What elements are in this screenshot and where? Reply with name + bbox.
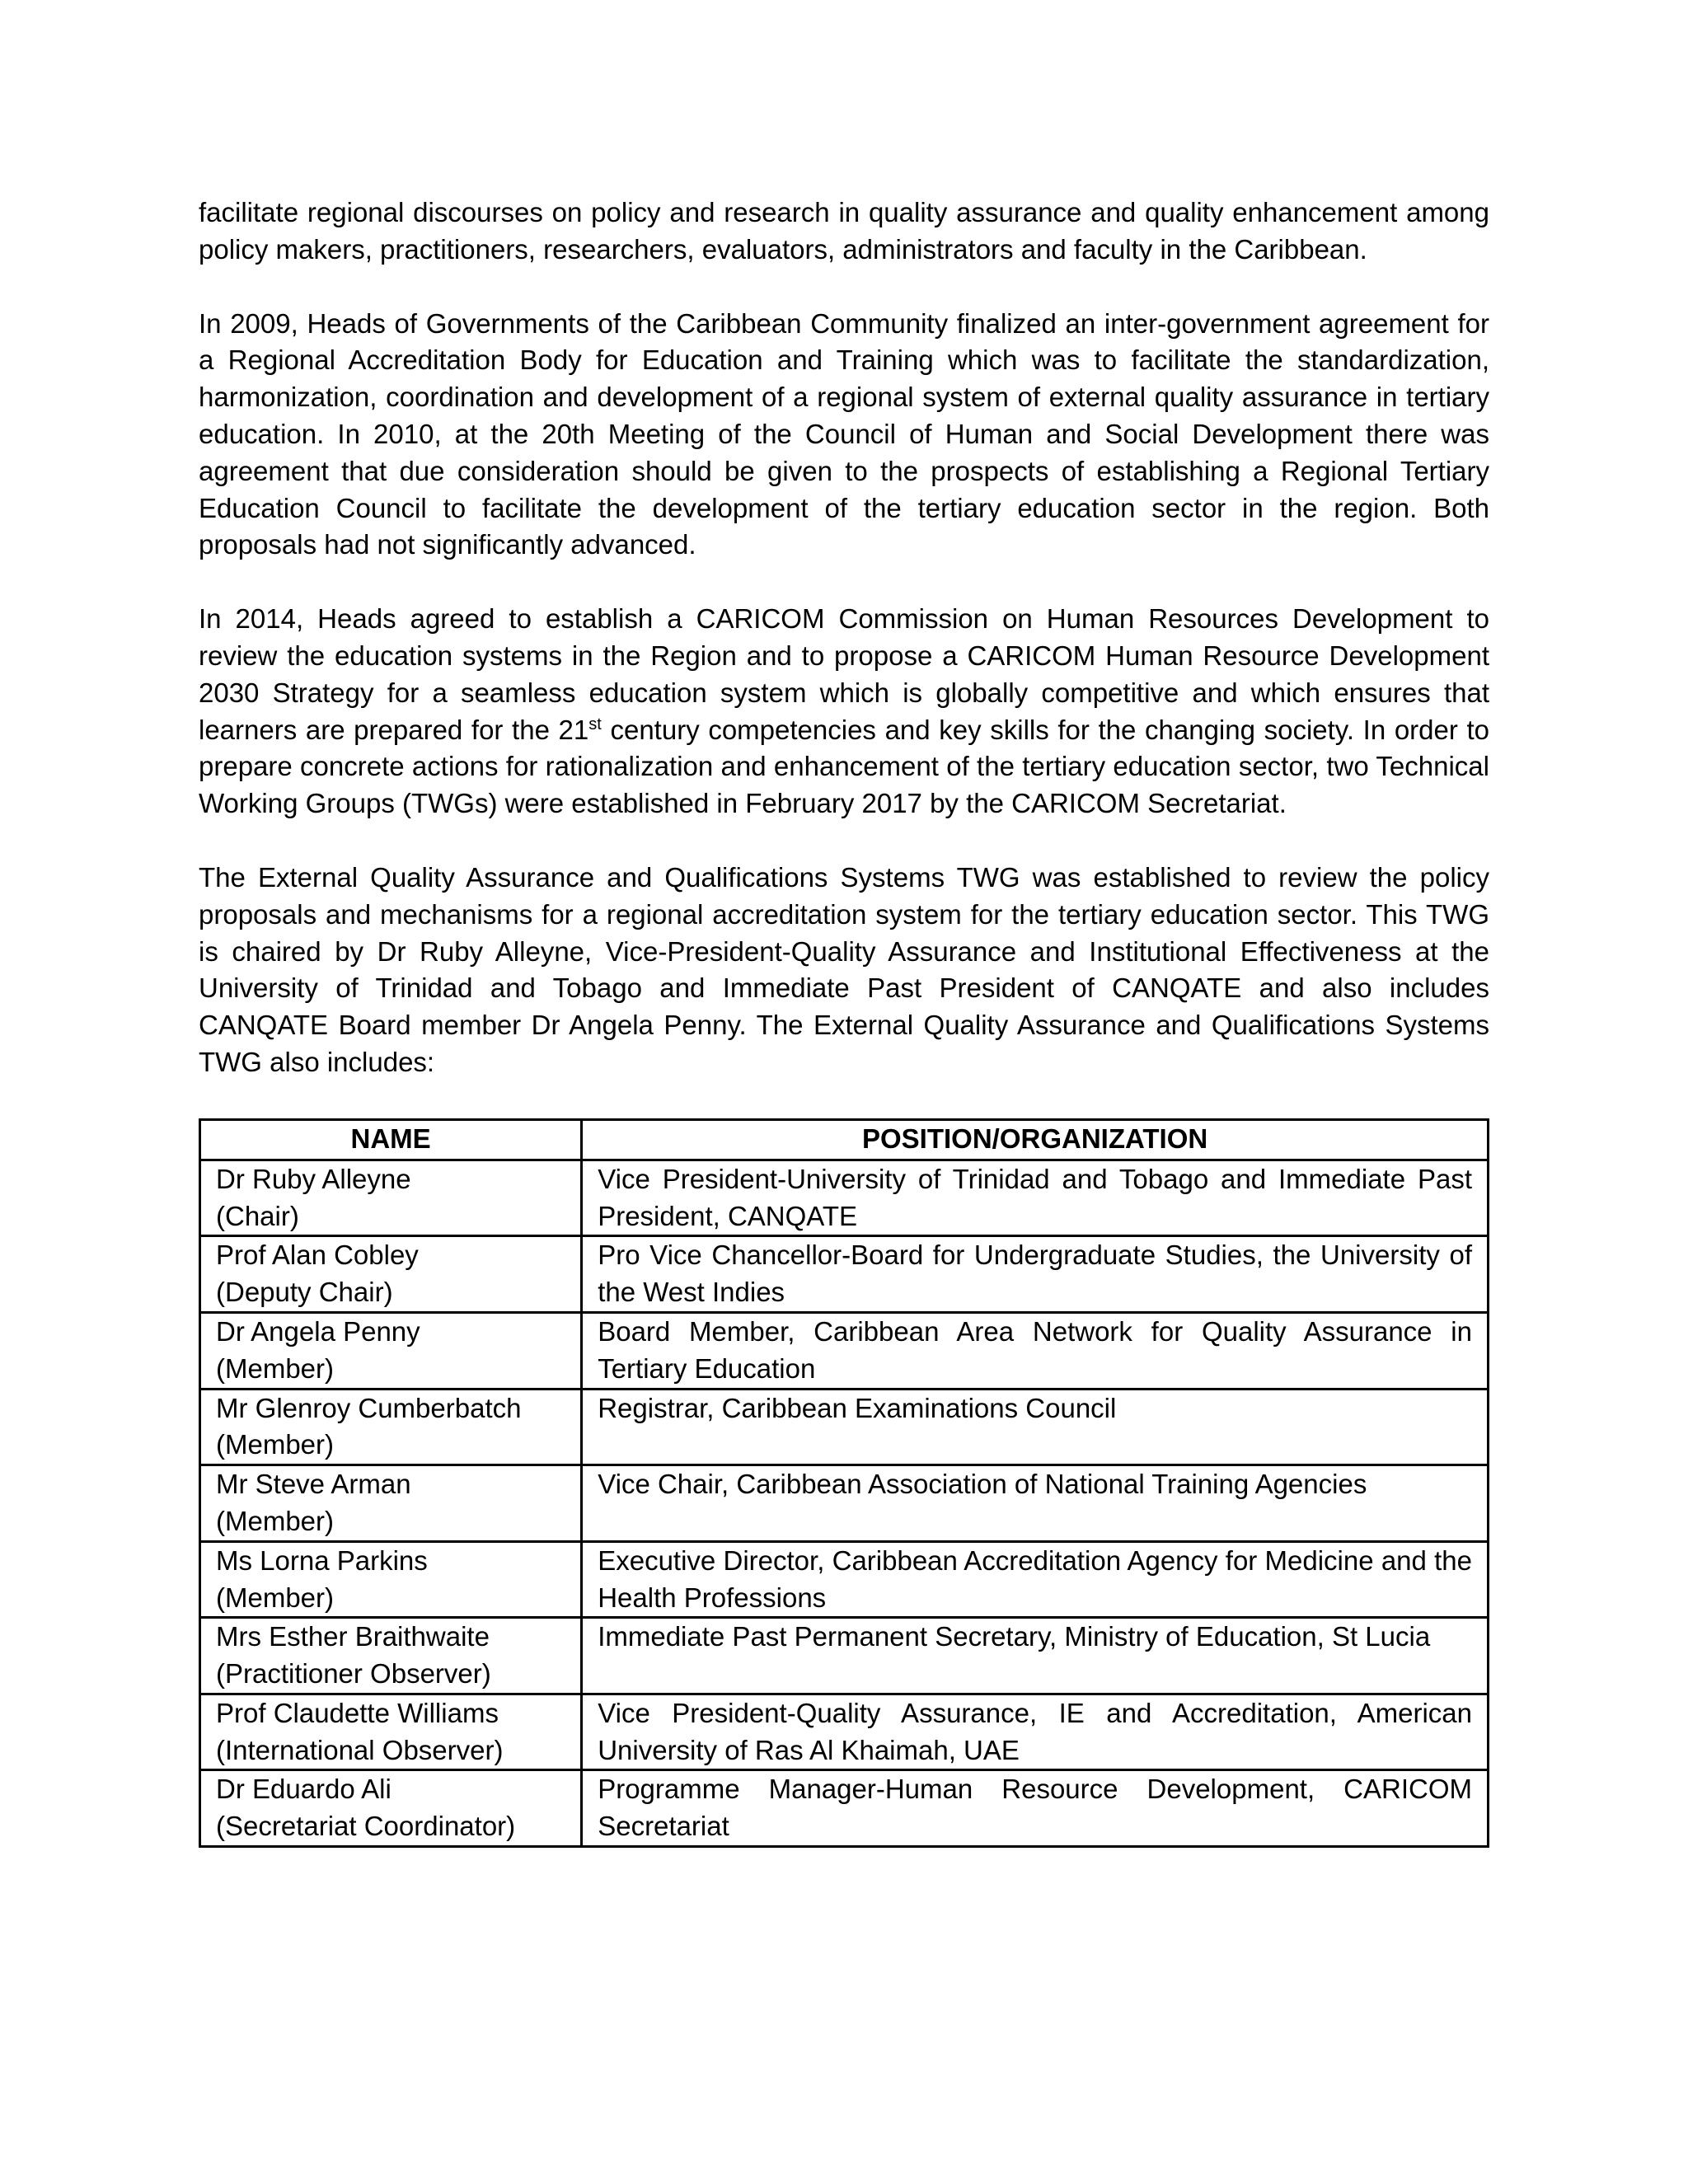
name-cell: [200, 1541, 582, 1618]
member-name: Dr Eduardo Ali: [216, 1774, 392, 1805]
member-name: Mr Glenroy Cumberbatch: [216, 1392, 522, 1423]
table-header-row: [200, 1119, 1489, 1160]
name-cell: [200, 1618, 582, 1694]
position-cell: Board Member, Caribbean Area Network for Quality Assurance in Tertiary Education: [582, 1312, 1489, 1389]
member-name: Prof Claudette Williams: [216, 1697, 499, 1728]
position-cell: Programme Manager-Human Resource Development, CARICOM Secretariat: [582, 1770, 1489, 1847]
position-cell: Vice President-Quality Assurance, IE and Accreditation, American University of Ras Al Khaimah, UAE: [582, 1694, 1489, 1770]
position-cell: Vice President-University of Trinidad and Tobago and Immediate Past President, CANQATE: [582, 1160, 1489, 1236]
position-cell: Immediate Past Permanent Secretary, Ministry of Education, St Lucia: [582, 1618, 1489, 1694]
paragraph-2014: [199, 601, 1489, 823]
position-cell: Registrar, Caribbean Examinations Council: [582, 1389, 1489, 1465]
member-role: (Practitioner Observer): [216, 1658, 491, 1690]
member-name: Dr Ruby Alleyne: [216, 1163, 411, 1194]
name-cell: [200, 1465, 582, 1542]
paragraph-2014-text-a: In 2014, Heads agreed to establish a CARICOM Commission on Human Resources Development to review the education systems in the Region and to propose a CARICOM Human Resource Development 2030 Strategy for a seamless education system which is globally competitive and which ensures that learners are prepared for the 21: [199, 603, 1489, 745]
member-role: (Member): [216, 1429, 335, 1460]
member-name: Prof Alan Cobley: [216, 1240, 419, 1271]
member-role: (International Observer): [216, 1734, 504, 1765]
table-row: [200, 1465, 1489, 1542]
paragraph-twg: The External Quality Assurance and Qualifications Systems TWG was established to review the policy proposals and mechanisms for a regional accreditation system for the tertiary education sector. This TWG is chaired by Dr Ruby Alleyne, Vice-President-Quality Assurance and Institutional Effectiveness at the University of Trinidad and Tobago and Immediate Past President of CANQATE and also includes CANQATE Board member Dr Angela Penny. The External Quality Assurance and Qualifications Systems TWG also includes:: [199, 861, 1489, 1077]
table-row: [200, 1541, 1489, 1618]
position-cell: Executive Director, Caribbean Accreditation Agency for Medicine and the Health Professions: [582, 1541, 1489, 1618]
member-name: Mrs Esther Braithwaite: [216, 1621, 490, 1652]
member-role: (Chair): [216, 1200, 299, 1231]
member-name: Dr Angela Penny: [216, 1315, 420, 1347]
document-page: [199, 194, 1489, 1848]
paragraph-intro: facilitate regional discourses on policy and research in quality assurance and quality enhancement among policy makers, practitioners, researchers, evaluators, administrators and faculty in the Caribbean.: [199, 197, 1489, 265]
member-role: (Member): [216, 1352, 335, 1384]
member-role: (Deputy Chair): [216, 1277, 393, 1308]
name-cell: [200, 1312, 582, 1389]
member-name: Mr Steve Arman: [216, 1469, 411, 1500]
member-role: (Member): [216, 1505, 335, 1536]
name-cell: [200, 1236, 582, 1313]
table-row: [200, 1770, 1489, 1847]
member-name: Ms Lorna Parkins: [216, 1544, 428, 1576]
name-cell: [200, 1389, 582, 1465]
header-name: NAME: [200, 1119, 582, 1160]
name-cell: [200, 1694, 582, 1770]
name-cell: [200, 1160, 582, 1236]
twg-members-table: [199, 1118, 1489, 1848]
table-row: [200, 1160, 1489, 1236]
table-row: [200, 1236, 1489, 1313]
paragraph-2009: In 2009, Heads of Governments of the Caribbean Community finalized an inter-government agreement for a Regional Accreditation Body for Education and Training which was to facilitate the standardization, harmonization, coordination and development of a regional system of external quality assurance in tertiary education. In 2010, at the 20th Meeting of the Council of Human and Social Development there was agreement that due consideration should be given to the prospects of establishing a Regional Tertiary Education Council to facilitate the development of the tertiary education sector in the region. Both proposals had not significantly advanced.: [199, 307, 1489, 560]
superscript-st: st: [588, 715, 602, 733]
header-position: POSITION/ORGANIZATION: [582, 1119, 1489, 1160]
table-row: [200, 1618, 1489, 1694]
table-row: [200, 1312, 1489, 1389]
member-role: (Secretariat Coordinator): [216, 1811, 516, 1842]
paragraph-2014-text-b: century competencies and key skills for the changing society. In order to prepare concrete actions for rationalization and enhancement of the tertiary education sector, two Technical Working Groups (TWGs) were established in February 2017 by the CARICOM Secretariat.: [199, 714, 1490, 819]
table-row: [200, 1694, 1489, 1770]
name-cell: [200, 1770, 582, 1847]
member-role: (Member): [216, 1582, 335, 1613]
position-cell: Vice Chair, Caribbean Association of National Training Agencies: [582, 1465, 1489, 1542]
table-row: [200, 1389, 1489, 1465]
position-cell: Pro Vice Chancellor-Board for Undergraduate Studies, the University of the West Indies: [582, 1236, 1489, 1313]
